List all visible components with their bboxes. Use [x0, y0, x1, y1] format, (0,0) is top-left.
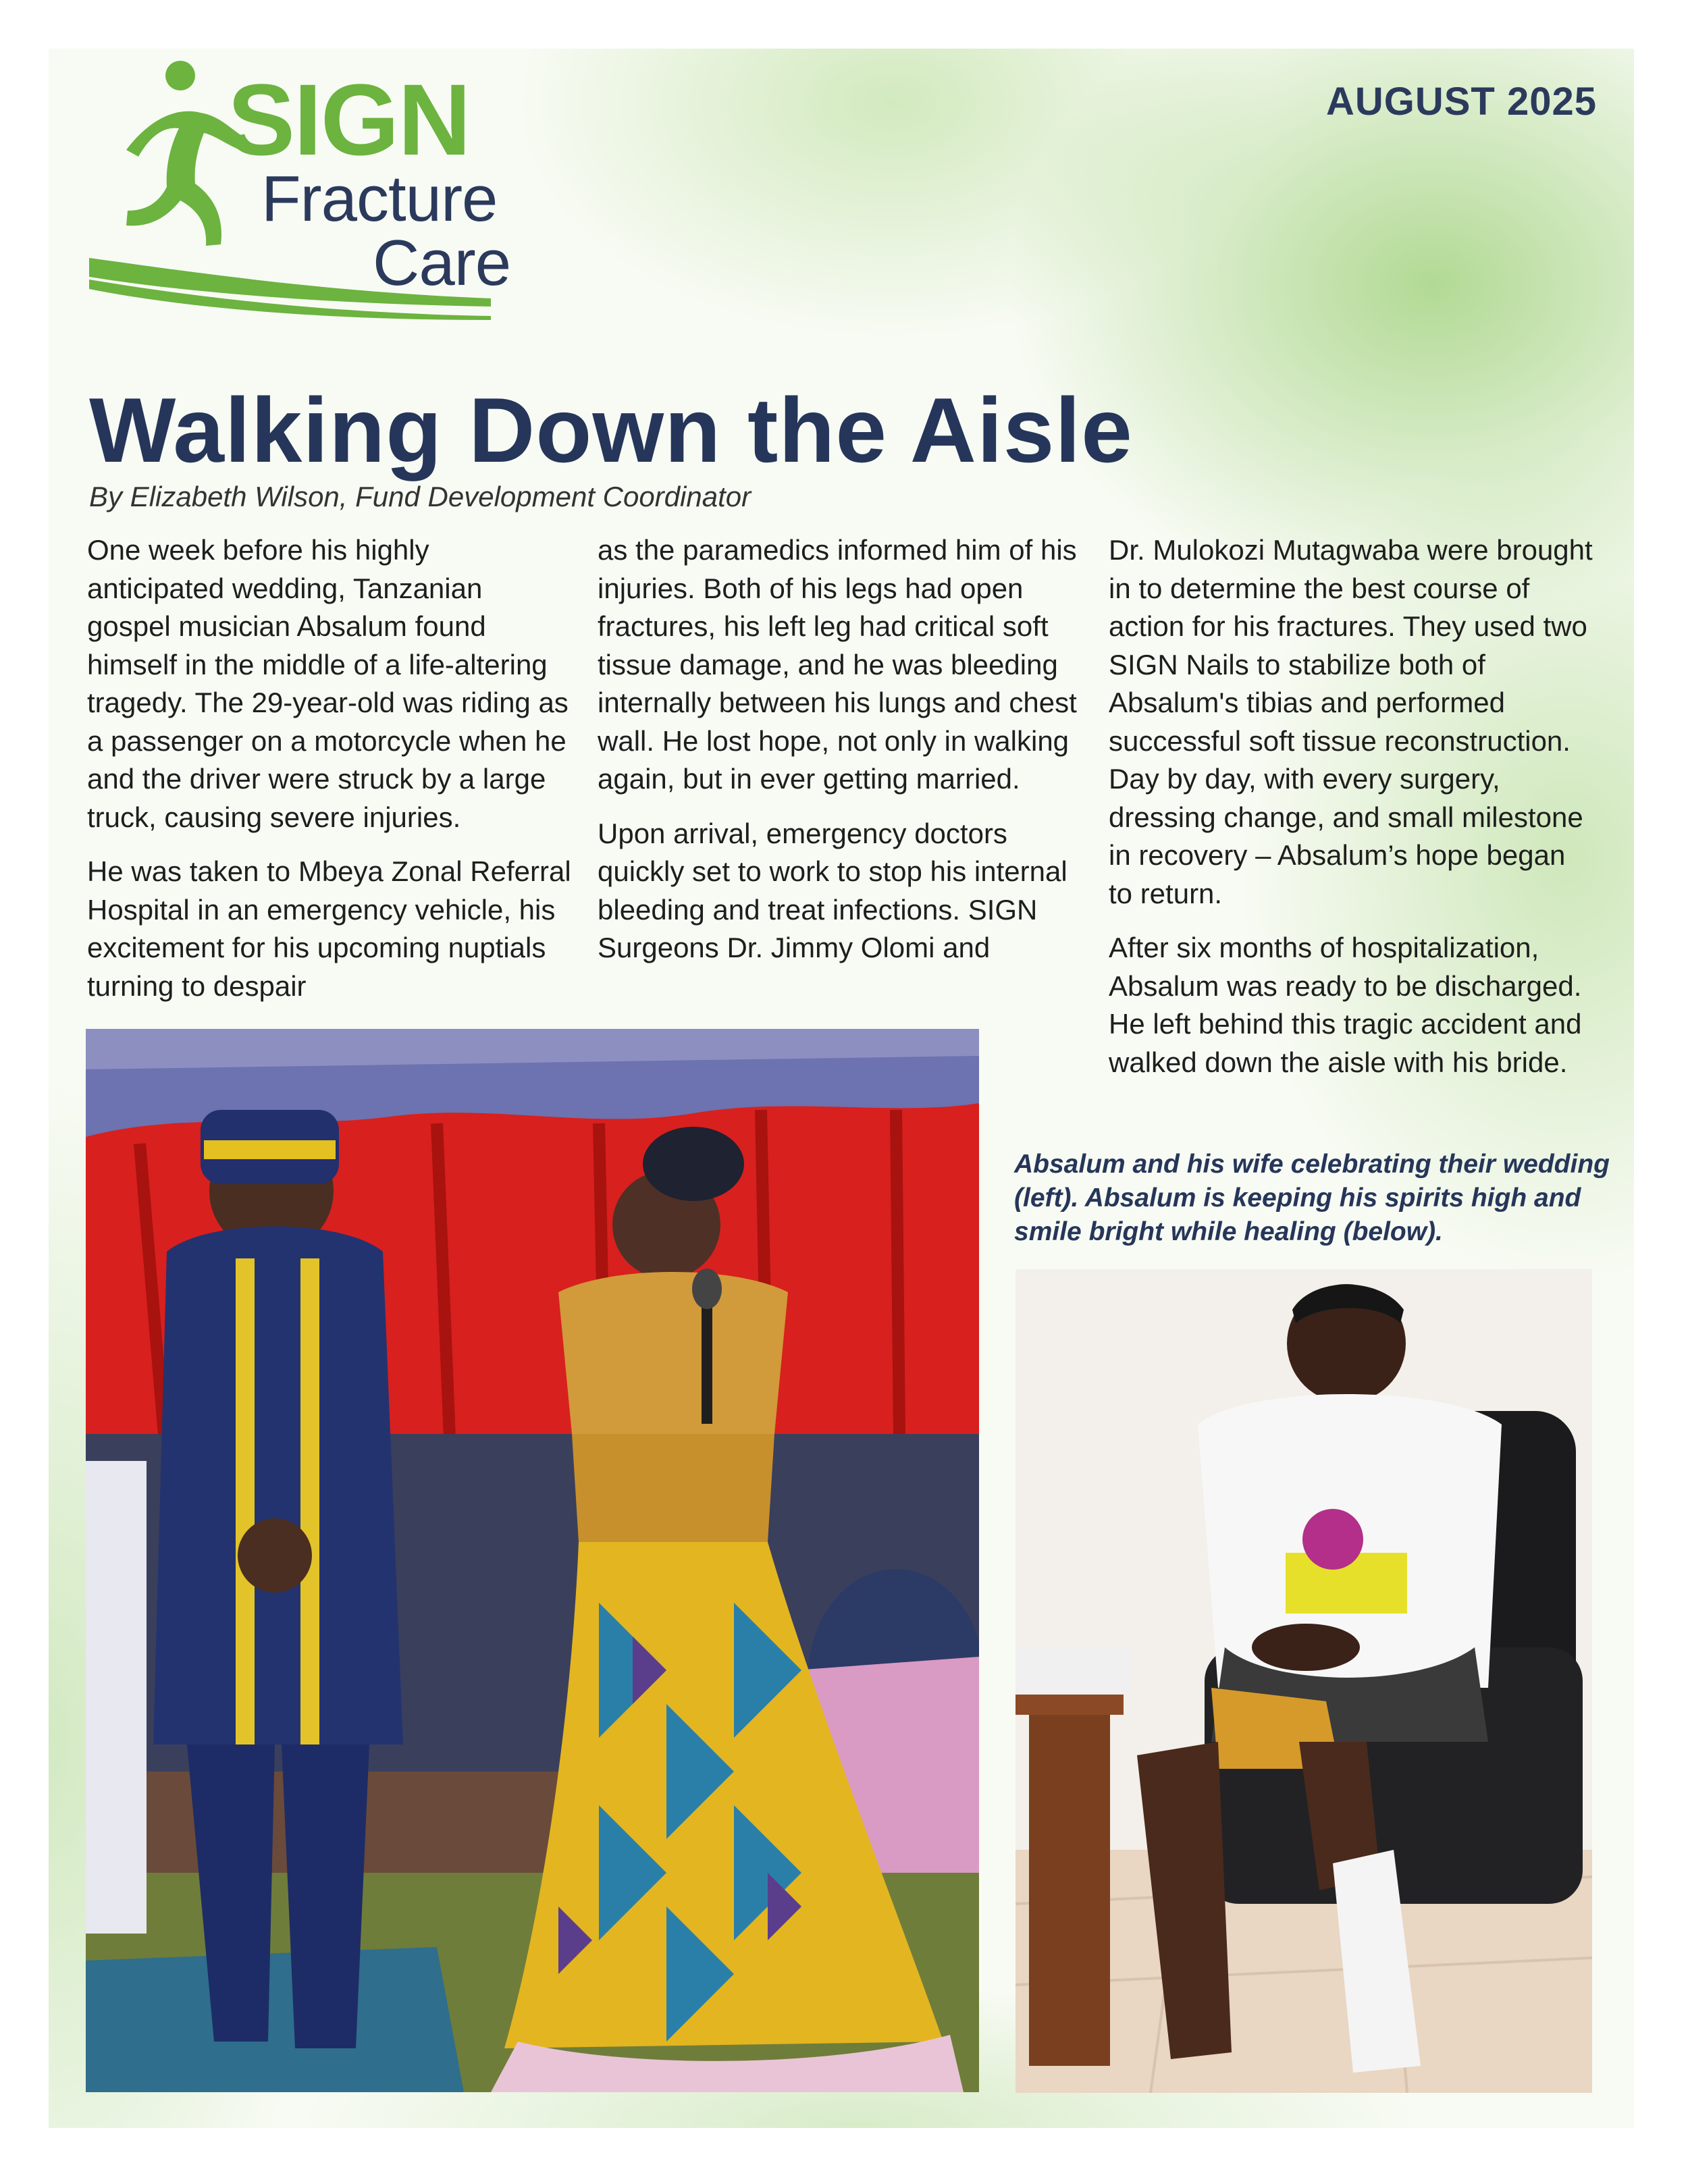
- logo-sign-text: SIGN: [228, 63, 470, 176]
- paragraph: Dr. Mulokozi Mutagwaba were brought in to determine the best course of action for his fractures. They used two SIGN Nails to stabilize both of Absalum's tibias and performed successful soft tissue reconstruction. Day by day, with every surgery, dressing change, and small milestone in recovery – Absalum’s hope began to return.: [1109, 534, 1593, 909]
- sign-fracture-care-logo: [86, 49, 511, 332]
- paragraph: Upon arrival, emergency doctors quickly set to work to stop his internal bleeding and treat infections. SIGN Surgeons Dr. Jimmy Olomi and: [598, 817, 1067, 963]
- paragraph: One week before his highly anticipated wedding, Tanzanian gospel musician Absalum found himself in the middle of a life-altering tragedy. The 29-year-old was riding as a passenger on a motorcycle when he and the driver were struck by a large truck, causing severe injuries.: [87, 534, 569, 833]
- article-byline: By Elizabeth Wilson, Fund Development Coordinator: [89, 481, 751, 512]
- photo-caption: Absalum and his wife celebrating their wedding (left). Absalum is keeping his spirits high and smile bright while healing (below).: [1014, 1150, 1610, 1246]
- paragraph: After six months of hospitalization, Absalum was ready to be discharged. He left behind this tragic accident and walked down the aisle with his bride.: [1109, 932, 1582, 1078]
- newsletter-page: [49, 49, 1634, 2128]
- recovery-photo: [1016, 1269, 1592, 2093]
- article-column-2: [598, 531, 1084, 984]
- paragraph: He was taken to Mbeya Zonal Referral Hospital in an emergency vehicle, his excitement for his upcoming nuptials turning to despair: [87, 855, 571, 1002]
- article-title: Walking Down the Aisle: [89, 379, 1133, 481]
- paragraph: as the paramedics informed him of his injuries. Both of his legs had open fractures, his left leg had critical soft tissue damage, and he was bleeding internally between his lungs and chest wall. He lost hope, not only in walking again, but in ever getting married.: [598, 534, 1077, 795]
- logo-fracture-text: Fracture: [261, 163, 498, 235]
- article-column-1: [87, 531, 573, 1021]
- article-column-3: [1109, 531, 1595, 1098]
- issue-date: AUGUST 2025: [1325, 80, 1597, 124]
- logo-care-text: Care: [373, 227, 511, 299]
- wedding-photo: [86, 1029, 979, 2092]
